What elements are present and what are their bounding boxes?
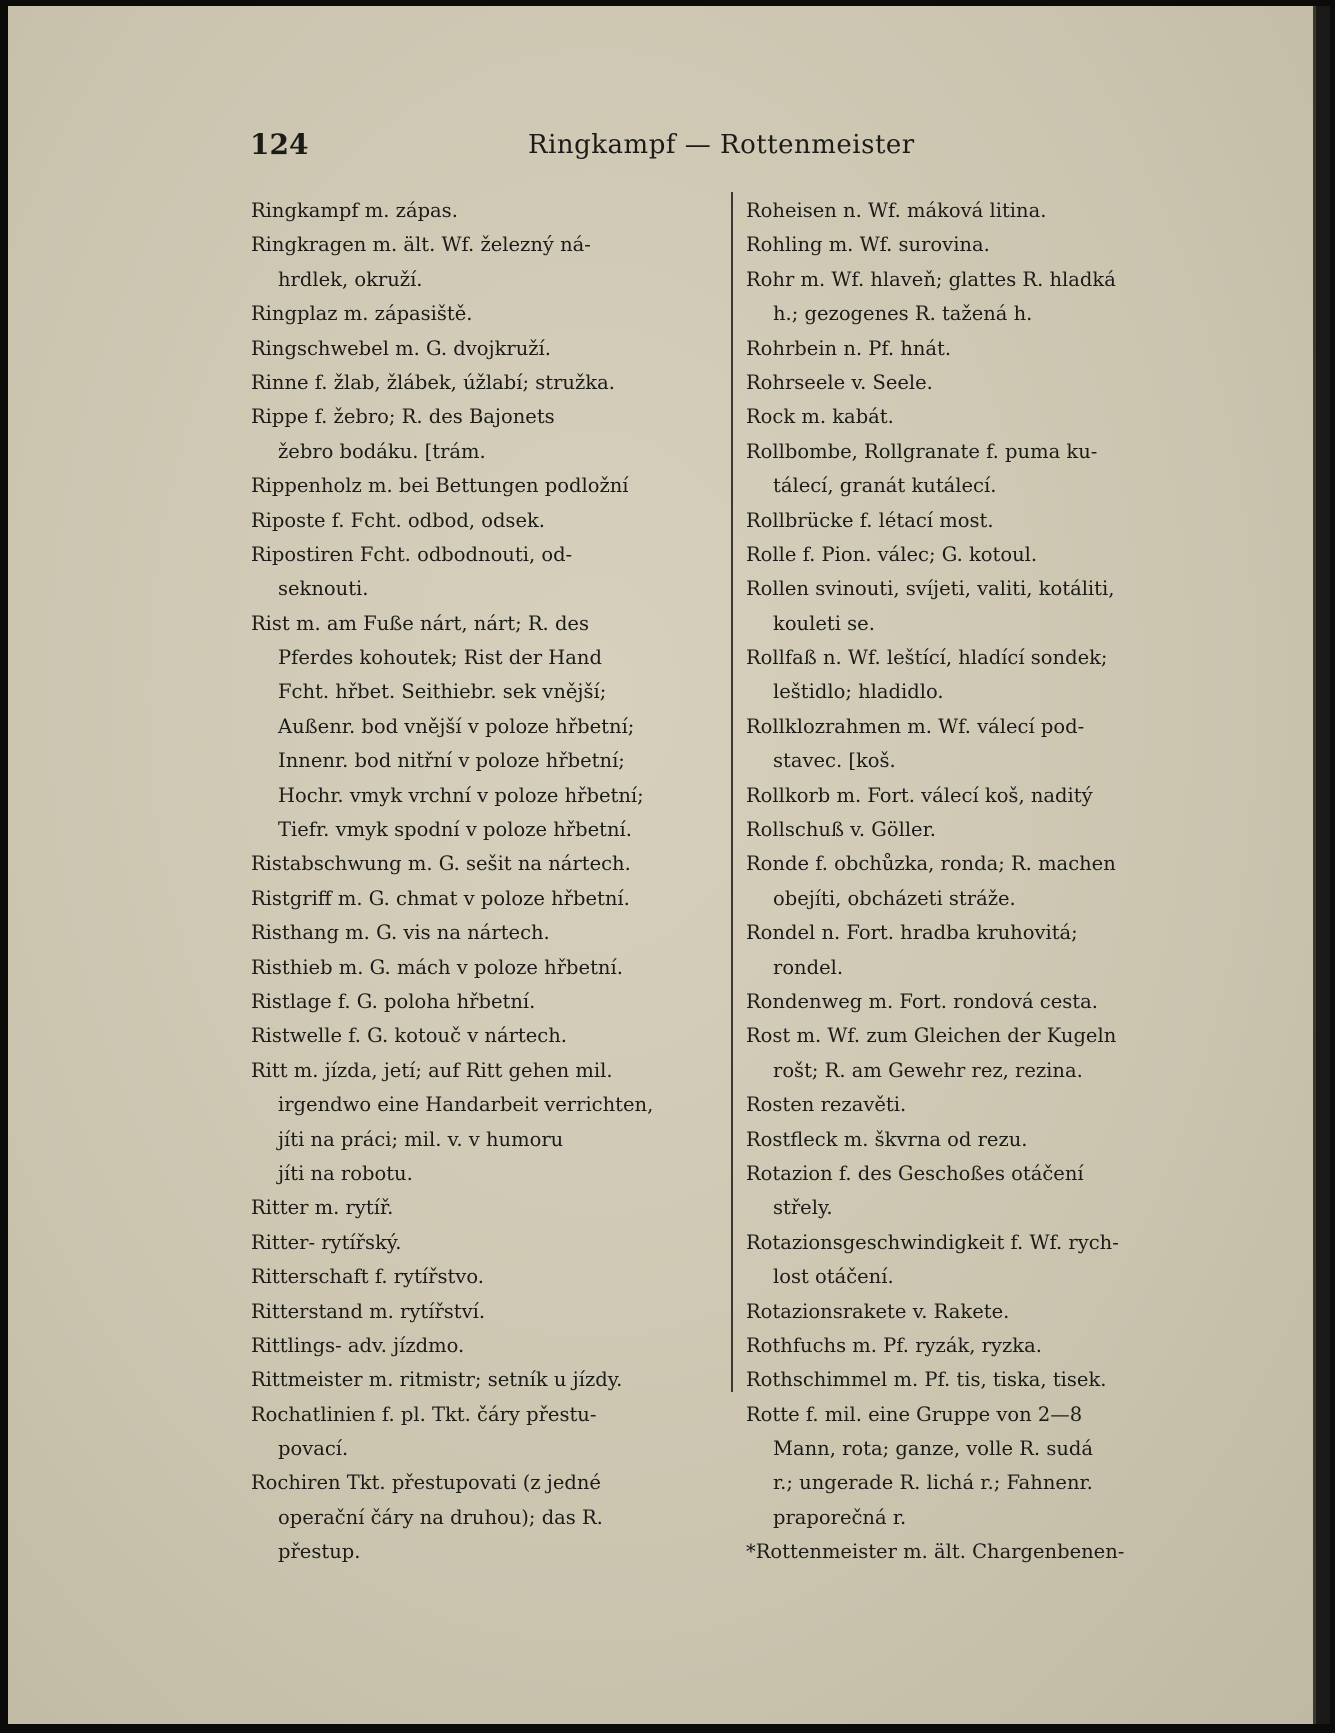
entry-line: leštidlo; hladidlo. <box>773 680 944 704</box>
entry-line: Rist m. am Fuße nárt, nárt; R. des <box>251 611 589 635</box>
entry-line: Rohrseele v. Seele. <box>746 370 933 394</box>
entry-line: *Rottenmeister m. ält. Chargenbenen- <box>746 1540 1125 1564</box>
entry-line: praporečná r. <box>773 1505 907 1529</box>
entry-line: obejíti, obcházeti stráže. <box>773 886 1016 910</box>
entry-line: Rotazionsgeschwindigkeit f. Wf. rych- <box>746 1230 1119 1254</box>
entry-line: seknouti. <box>278 577 369 601</box>
entry-line: Ripostiren Fcht. odbodnouti, od- <box>251 542 573 566</box>
entry-line: Fcht. hřbet. Seithiebr. sek vnější; <box>278 680 607 704</box>
entry-line: Hochr. vmyk vrchní v poloze hřbetní; <box>278 783 644 807</box>
entry-line: h.; gezogenes R. tažená h. <box>773 302 1033 326</box>
entry-line: stavec. [koš. <box>773 749 896 773</box>
entry-line: přestup. <box>278 1540 361 1564</box>
entry-line: Rippenholz m. bei Bettungen podložní <box>251 474 629 498</box>
entry-line: Pferdes kohoutek; Rist der Hand <box>278 646 602 670</box>
page-header <box>8 124 1313 164</box>
entry-line: Ringkragen m. ält. Wf. železný ná- <box>251 233 591 257</box>
left-column <box>251 194 721 1570</box>
entry-line: Ritt m. jízda, jetí; auf Ritt gehen mil. <box>251 1058 613 1082</box>
entry-line: Rothfuchs m. Pf. ryzák, ryzka. <box>746 1333 1042 1357</box>
entry-line: Rinne f. žlab, žlábek, úžlabí; stružka. <box>251 370 615 394</box>
entry-line: Ringschwebel m. G. dvojkruží. <box>251 336 551 360</box>
entry-line: Rotazionsrakete v. Rakete. <box>746 1299 1010 1323</box>
entry-line: Risthang m. G. vis na nártech. <box>251 921 550 945</box>
entry-line: Rittmeister m. ritmistr; setník u jízdy. <box>251 1368 623 1392</box>
entry-line: Ronde f. obchůzka, ronda; R. machen <box>746 852 1116 876</box>
entry-line: Roheisen n. Wf. máková litina. <box>746 199 1047 222</box>
entry-line: Rondel n. Fort. hradba kruhovitá; <box>746 921 1078 945</box>
entry-line: střely. <box>773 1196 833 1220</box>
entry-line: Rollschuß v. Göller. <box>746 818 936 842</box>
entry-line: Rollen svinouti, svíjeti, valiti, kotáliti, <box>746 577 1115 601</box>
entry-line: Rohling m. Wf. surovina. <box>746 233 990 257</box>
entry-line: hrdlek, okruží. <box>278 267 423 291</box>
entry-line: Rochatlinien f. pl. Tkt. čáry přestu- <box>251 1402 597 1426</box>
entry-line: r.; ungerade R. lichá r.; Fahnenr. <box>773 1471 1093 1495</box>
entry-line: kouleti se. <box>773 611 875 635</box>
entry-line: Ritterschaft f. rytířstvo. <box>251 1265 484 1289</box>
entry-line: operační čáry na druhou); das R. <box>278 1505 603 1529</box>
entry-line: Außenr. bod vnější v poloze hřbetní; <box>278 714 635 738</box>
entry-line: Rostfleck m. škvrna od rezu. <box>746 1127 1028 1151</box>
entry-line: Ristwelle f. G. kotouč v nártech. <box>251 1024 567 1048</box>
entry-line: Rollbombe, Rollgranate f. puma ku- <box>746 439 1098 463</box>
column-divider <box>731 192 733 1392</box>
entry-line: irgendwo eine Handarbeit verrichten, <box>278 1093 654 1117</box>
entry-line: Rollbrücke f. létací most. <box>746 508 994 532</box>
entry-line: povací. <box>278 1437 349 1461</box>
entry-line: žebro bodáku. [trám. <box>278 439 486 463</box>
entry-line: Ristlage f. G. poloha hřbetní. <box>251 989 536 1013</box>
entry-line: Rotte f. mil. eine Gruppe von 2—8 <box>746 1402 1083 1426</box>
running-head: Ringkampf — Rottenmeister <box>528 130 915 160</box>
entry-line: Rosten rezavěti. <box>746 1093 907 1117</box>
entry-line: rondel. <box>773 955 844 979</box>
entry-line: Rollkorb m. Fort. válecí koš, naditý <box>746 783 1093 807</box>
entry-line: Mann, rota; ganze, volle R. sudá <box>773 1437 1093 1461</box>
entry-line: Rost m. Wf. zum Gleichen der Kugeln <box>746 1024 1117 1048</box>
page-number: 124 <box>250 128 309 161</box>
entry-line: Rollklozrahmen m. Wf. válecí pod- <box>746 714 1085 738</box>
entry-line: Riposte f. Fcht. odbod, odsek. <box>251 508 545 532</box>
entry-line: Rohr m. Wf. hlaveň; glattes R. hladká <box>746 267 1116 291</box>
book-gutter <box>1313 6 1330 1724</box>
entry-line: Ristgriff m. G. chmat v poloze hřbetní. <box>251 886 630 910</box>
entry-line: jíti na robotu. <box>278 1161 413 1185</box>
entry-line: Tiefr. vmyk spodní v poloze hřbetní. <box>278 818 632 842</box>
entry-line: Rondenweg m. Fort. rondová cesta. <box>746 989 1098 1013</box>
entry-line: Rothschimmel m. Pf. tis, tiska, tisek. <box>746 1368 1107 1392</box>
entry-line: Ringkampf m. zápas. <box>251 199 458 222</box>
entry-line: Ristabschwung m. G. sešit na nártech. <box>251 852 631 876</box>
entry-line: Rohrbein n. Pf. hnát. <box>746 336 952 360</box>
entry-line: Ritter- rytířský. <box>251 1230 402 1254</box>
entry-line: Ringplaz m. zápasiště. <box>251 302 473 326</box>
entry-line: Innenr. bod nitřní v poloze hřbetní; <box>278 749 625 773</box>
entry-line: tálecí, granát kutálecí. <box>773 474 997 498</box>
entry-line: Ritterstand m. rytířství. <box>251 1299 486 1323</box>
entry-line: Rolle f. Pion. válec; G. kotoul. <box>746 542 1038 566</box>
entry-line: Rollfaß n. Wf. leštící, hladící sondek; <box>746 646 1108 670</box>
entry-line: Rippe f. žebro; R. des Bajonets <box>251 405 555 429</box>
entry-line: Ritter m. rytíř. <box>251 1196 394 1220</box>
entry-line: Rittlings- adv. jízdmo. <box>251 1333 465 1357</box>
right-column <box>746 194 1216 1570</box>
entry-line: Rochiren Tkt. přestupovati (z jedné <box>251 1471 601 1495</box>
entry-line: Rock m. kabát. <box>746 405 894 429</box>
entry-line: rošt; R. am Gewehr rez, rezina. <box>773 1058 1083 1082</box>
entry-line: Rotazion f. des Geschoßes otáčení <box>746 1161 1084 1185</box>
entry-line: lost otáčení. <box>773 1265 894 1289</box>
entry-line: Risthieb m. G. mách v poloze hřbetní. <box>251 955 623 979</box>
entry-line: jíti na práci; mil. v. v humoru <box>278 1127 564 1151</box>
dictionary-page <box>8 6 1313 1724</box>
